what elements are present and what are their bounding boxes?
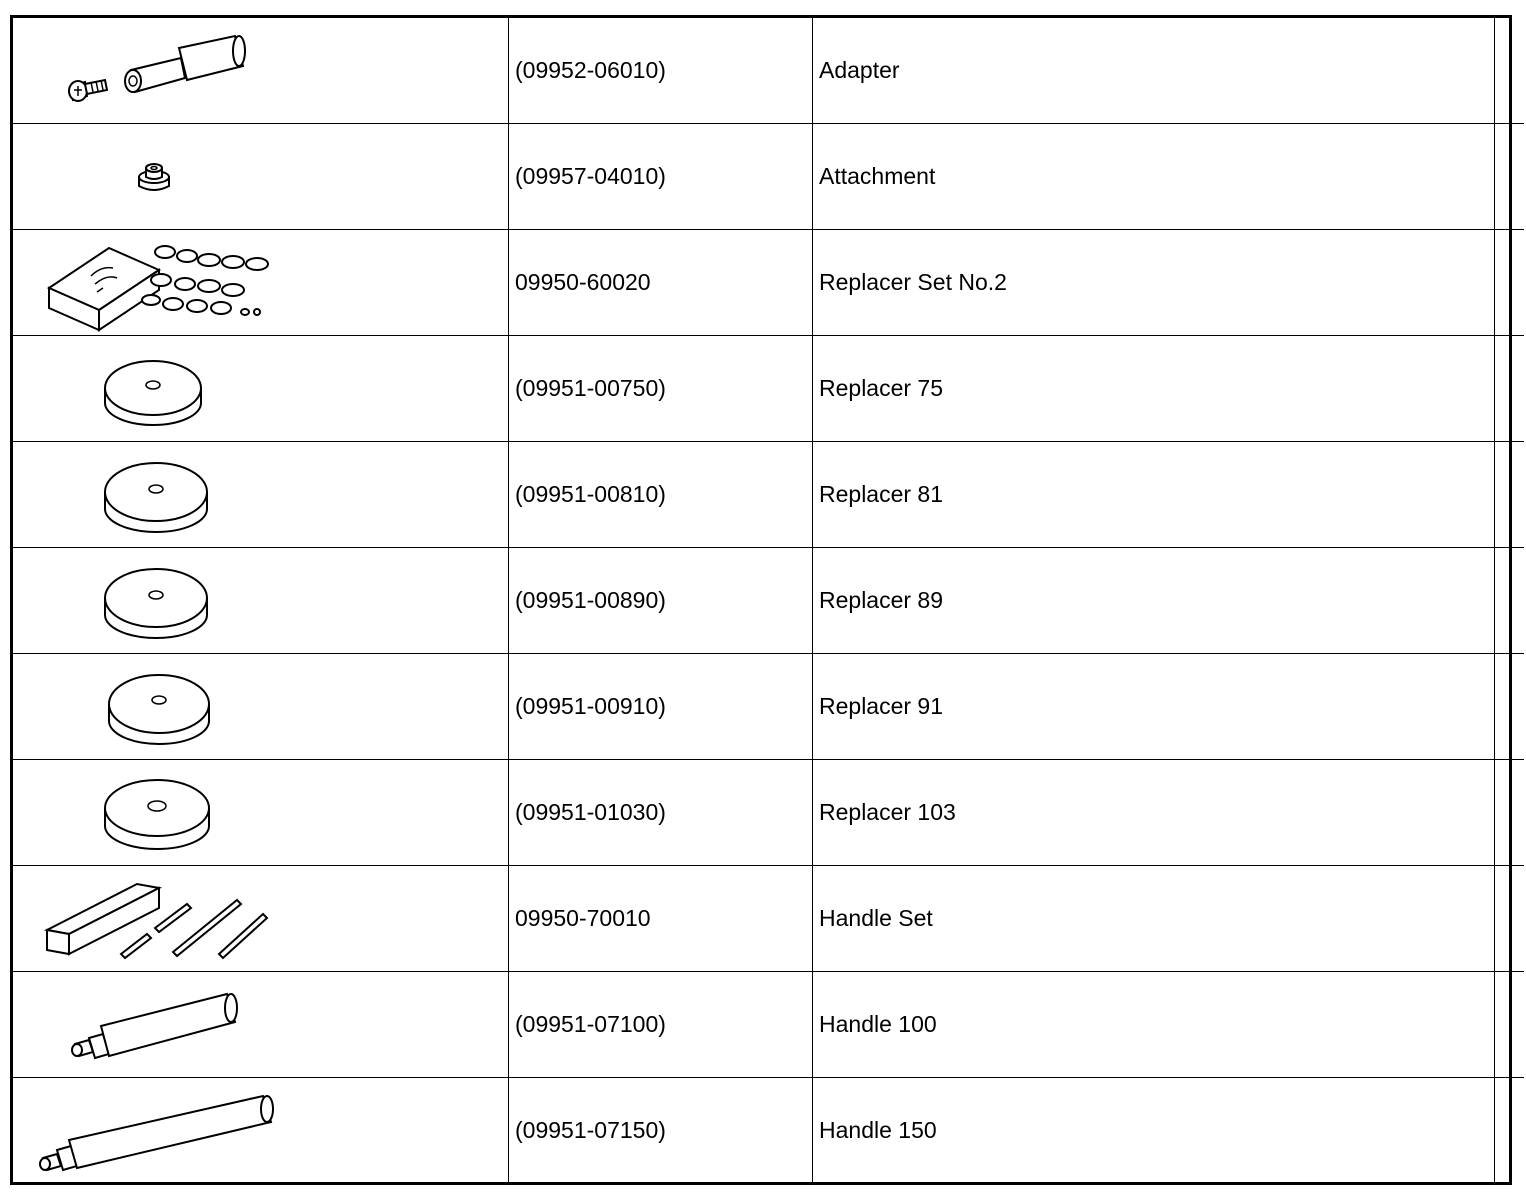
- table-row: [13, 124, 1524, 230]
- table-row: [13, 230, 1524, 336]
- table-row: [13, 1078, 1524, 1184]
- empty-cell: [1495, 336, 1525, 442]
- empty-cell: [1495, 230, 1525, 336]
- empty-cell: [1495, 760, 1525, 866]
- tool-illustration-cell: [13, 124, 509, 230]
- empty-cell: [1495, 548, 1525, 654]
- part-number: (09951-00810): [509, 442, 813, 548]
- replacer-disc-icon: [13, 654, 508, 759]
- special-tools-table-frame: [10, 15, 1512, 1185]
- part-number: (09951-01030): [509, 760, 813, 866]
- replacer-disc-icon: [13, 336, 508, 441]
- empty-cell: [1495, 1078, 1525, 1184]
- attachment-icon: [13, 124, 508, 229]
- table-row: [13, 760, 1524, 866]
- replacer-disc-icon: [13, 760, 508, 865]
- tool-name: Replacer 75: [813, 336, 1495, 442]
- table-row: [13, 442, 1524, 548]
- tool-illustration-cell: [13, 230, 509, 336]
- tool-illustration-cell: [13, 442, 509, 548]
- part-number: (09951-00750): [509, 336, 813, 442]
- replacer-disc-icon: [13, 548, 508, 653]
- part-number: (09952-06010): [509, 18, 813, 124]
- special-tools-table: [13, 18, 1524, 1183]
- tool-name: Replacer Set No.2: [813, 230, 1495, 336]
- tool-name: Handle 100: [813, 972, 1495, 1078]
- table-row: [13, 866, 1524, 972]
- tool-illustration-cell: [13, 760, 509, 866]
- part-number: 09950-60020: [509, 230, 813, 336]
- replacer-disc-icon: [13, 442, 508, 547]
- tool-illustration-cell: [13, 18, 509, 124]
- part-number: 09950-70010: [509, 866, 813, 972]
- table-row: [13, 336, 1524, 442]
- tool-illustration-cell: [13, 548, 509, 654]
- handle-icon: [13, 1078, 508, 1183]
- part-number: (09951-07150): [509, 1078, 813, 1184]
- part-number: (09951-07100): [509, 972, 813, 1078]
- empty-cell: [1495, 654, 1525, 760]
- table-row: [13, 548, 1524, 654]
- tool-illustration-cell: [13, 866, 509, 972]
- tool-name: Adapter: [813, 18, 1495, 124]
- empty-cell: [1495, 972, 1525, 1078]
- empty-cell: [1495, 866, 1525, 972]
- table-row: [13, 972, 1524, 1078]
- tool-illustration-cell: [13, 972, 509, 1078]
- table-row: [13, 654, 1524, 760]
- adapter-icon: [13, 18, 508, 123]
- tool-name: Replacer 103: [813, 760, 1495, 866]
- tool-illustration-cell: [13, 1078, 509, 1184]
- tool-name: Replacer 81: [813, 442, 1495, 548]
- empty-cell: [1495, 124, 1525, 230]
- empty-cell: [1495, 442, 1525, 548]
- tool-name: Replacer 91: [813, 654, 1495, 760]
- handle-icon: [13, 972, 508, 1077]
- tool-name: Handle 150: [813, 1078, 1495, 1184]
- tool-name: Attachment: [813, 124, 1495, 230]
- tool-illustration-cell: [13, 336, 509, 442]
- tool-illustration-cell: [13, 654, 509, 760]
- tool-name: Handle Set: [813, 866, 1495, 972]
- tool-name: Replacer 89: [813, 548, 1495, 654]
- empty-cell: [1495, 18, 1525, 124]
- part-number: (09957-04010): [509, 124, 813, 230]
- part-number: (09951-00910): [509, 654, 813, 760]
- handle-set-icon: [13, 866, 508, 971]
- table-row: [13, 18, 1524, 124]
- part-number: (09951-00890): [509, 548, 813, 654]
- replacer-set-icon: [13, 230, 508, 335]
